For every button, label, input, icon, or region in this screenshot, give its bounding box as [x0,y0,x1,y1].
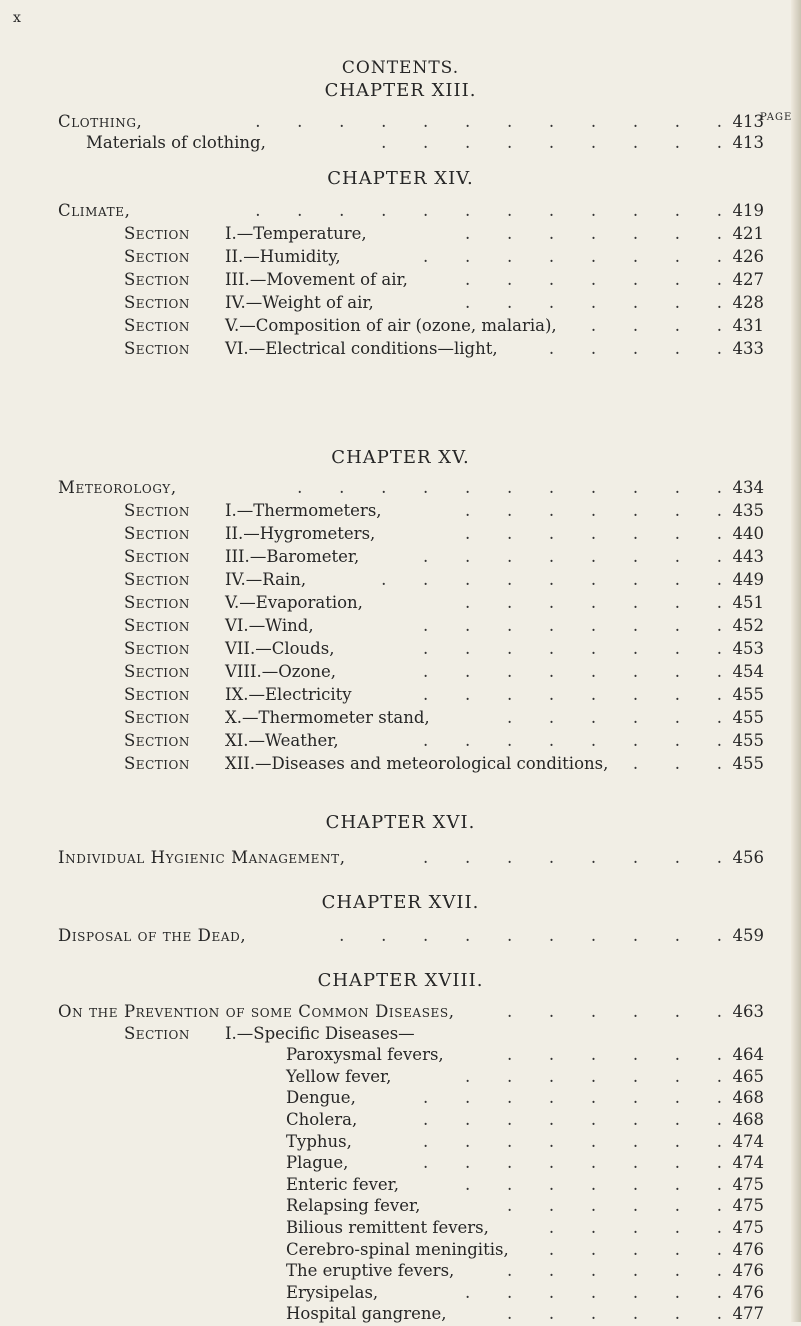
leader-dots: . . . . . . . . . [381,570,722,589]
section-number: XII. [225,754,256,773]
toc-section-row [124,637,764,661]
toc-entry-row [286,1086,764,1110]
leader-dots: . . . . . . . . . . [328,926,722,945]
toc-section-row [124,522,764,546]
page-number: 427 [732,270,764,289]
entry-title [124,708,430,727]
section-number: IV. [225,293,246,312]
toc-section-row [124,545,764,569]
entry-title [124,593,363,612]
page-number: 463 [732,1002,764,1021]
toc-entry-row [286,1259,764,1283]
entry-title [124,501,382,520]
entry-title [124,570,306,589]
toc-entry-row [286,1238,764,1262]
page-number: 455 [732,685,764,704]
toc-section-row [124,291,764,315]
toc-entry-row [286,1194,764,1218]
toc-entry-row [286,1151,764,1175]
section-number: I. [225,224,237,243]
section-number: III. [225,270,250,289]
section-title: —Barometer, [249,547,360,566]
page-number: 464 [732,1045,764,1065]
entry-title: Typhus, [286,1131,352,1151]
toc-entry-row [286,1065,764,1089]
page-number: 468 [732,1110,764,1129]
entry-title [124,639,334,658]
leader-dots: . . . . . . . [428,593,722,612]
section-keyword: Section [124,639,190,658]
entry-title [124,224,367,243]
entry-title [124,685,352,704]
toc-section-row [124,222,764,246]
toc-entry-row [286,1130,764,1154]
page-number: 428 [732,293,764,312]
section-title: —Clouds, [255,639,335,658]
section-keyword: Section [124,685,190,704]
page-number: 468 [732,1088,764,1108]
page-number: 449 [732,570,764,589]
section-keyword: Section [124,270,190,289]
entry-title: Bilious remittent fevers, [286,1218,489,1237]
section-number: VIII. [225,662,262,681]
leader-dots: . . . . . . . [444,501,722,520]
section-number: V. [225,316,240,335]
leader-dots: . . . . . [543,339,722,358]
leader-dots: . . . . . . . [438,1282,722,1302]
section-title: —Electrical conditions—light, [248,339,498,358]
entry-title: Disposal of the Dead, [58,926,247,945]
section-number: I. [225,501,237,520]
entry-title: Relapsing fever, [286,1196,421,1216]
entry-title [124,731,339,750]
section-keyword: Section [124,224,190,243]
section-title: —Thermometer stand, [242,708,430,727]
entry-title [124,524,375,543]
toc-section-row [124,568,764,592]
toc-entry-row [58,199,764,223]
page-number: 453 [732,639,764,658]
leader-dots: . . . [632,754,722,773]
page-number: 419 [732,201,764,220]
page-column-label: PAGE [760,112,793,123]
leader-dots: . . . . . . . . [417,1131,722,1151]
corner-mark: x [13,10,21,26]
section-keyword: Section [124,547,190,566]
entry-title [124,247,341,266]
leader-dots: . . . . . . [496,1045,722,1065]
section-number: VI. [225,339,249,358]
page-edge-shadow [791,0,801,1322]
entry-title: The eruptive fevers, [286,1261,455,1281]
toc-entry-row [58,476,764,500]
leader-dots: . . . . . . . . [407,247,722,266]
page-number: 475 [732,1174,764,1194]
entry-title: Climate, [58,201,131,220]
page-number: 451 [732,593,764,612]
toc-section-row [124,245,764,269]
entry-title: Clothing, [58,112,143,131]
section-keyword: Section [124,293,190,312]
toc-entry-row [286,1302,764,1326]
toc-entry-row [286,1173,764,1197]
section-title: —Wind, [248,616,314,635]
section-title: —Evaporation, [239,593,363,612]
leader-dots: . . . . . . . [459,1174,722,1194]
chapter-heading: CHAPTER XIII. [324,80,477,101]
toc-section-row [124,268,764,292]
entry-title: Individual Hygienic Management, [58,848,346,867]
leader-dots: . . . . . . [506,1261,722,1281]
page-number: 421 [732,224,764,243]
section-number: IX. [225,685,249,704]
section-keyword: Section [124,616,190,635]
toc-section-row [124,337,764,361]
leader-dots: . . . . . . . . [417,1153,722,1173]
leader-dots: . . . . . . . . [407,731,722,750]
entry-title: Meteorology, [58,478,177,497]
section-keyword: Section [124,501,190,520]
section-title: —Electricity [248,685,352,704]
leader-dots: . . . . . . . [438,293,722,312]
section-number: X. [225,708,242,727]
leader-dots: . . . . . [548,1239,722,1259]
section-title: —Diseases and meteorological conditions, [255,754,609,773]
section-number: XI. [225,731,249,750]
section-title: —Ozone, [261,662,337,681]
section-keyword: Section [124,570,190,589]
chapter-heading: CHAPTER XVI. [325,812,476,833]
section-number: VI. [225,616,249,635]
entry-title: Enteric fever, [286,1174,399,1194]
page-number: 440 [732,524,764,543]
entry-title: On the Prevention of some Common Diseases, [58,1002,455,1021]
leader-dots: . . . . . . . . [412,848,722,867]
entry-title [124,754,608,773]
toc-section-row [124,706,764,730]
section-number: VII. [225,639,256,658]
section-number: II. [225,524,244,543]
leader-dots: . . . . . . . . [423,1110,722,1129]
section-keyword: Section [124,662,190,681]
toc-section-row [124,591,764,615]
leader-dots: . . . . . . [475,1196,722,1216]
toc-entry-row [58,1000,764,1024]
chapter-heading: CHAPTER XVIII. [317,970,484,991]
entry-title: Paroxysmal fevers, [286,1045,444,1065]
section-keyword: Section [124,316,190,335]
entry-title: Hospital gangrene, [286,1304,447,1324]
page-number: 474 [732,1131,764,1151]
entry-title [124,270,408,289]
page-number: 476 [732,1282,764,1302]
page-number: 434 [732,478,764,497]
leader-dots: . . . . [590,316,722,335]
leader-dots: . . . . . . . [465,270,722,289]
leader-dots: . . . . . . . [428,224,722,243]
page-number: 475 [732,1218,764,1237]
leader-dots: . . . . . . . . [417,685,722,704]
page-number: 413 [732,112,764,131]
section-keyword: Section [124,754,190,773]
page-number: 465 [732,1066,764,1086]
chapter-heading: CHAPTER XIV. [327,168,474,189]
toc-section-row [124,660,764,684]
chapter-heading: CHAPTER XV. [331,447,470,468]
entry-title: Dengue, [286,1088,356,1108]
toc-section-row [124,614,764,638]
entry-title [124,616,314,635]
section-number: II. [225,247,244,266]
entry-title: Plague, [286,1153,349,1173]
entry-title [124,339,498,358]
section-keyword: Section [124,524,190,543]
leader-dots: . . . . . . . . . . . . [249,201,722,220]
toc-entry-row [286,1216,764,1240]
section-keyword: Section [124,593,190,612]
entry-title [124,1024,415,1043]
entry-title: Materials of clothing, [86,133,266,152]
section-number: V. [225,593,240,612]
toc-section-row [124,1022,415,1046]
toc-section-row [124,729,764,753]
section-title: —Specific Diseases— [236,1023,415,1043]
page-number: 475 [732,1196,764,1216]
entry-title: Cerebro-spinal meningitis, [286,1239,509,1259]
page-number: 476 [732,1239,764,1259]
page-number: 476 [732,1261,764,1281]
leader-dots: . . . . . . . [449,1066,722,1086]
leader-dots: . . . . . . . . [423,547,722,566]
leader-dots: . . . . . . . . . . . . [249,112,722,131]
leader-dots: . . . . . . . [438,524,722,543]
leader-dots: . . . . . . . . [386,616,722,635]
leader-dots: . . . . . . [485,708,722,727]
leader-dots: . . . . . . . . . [344,133,722,152]
page-number: 455 [732,731,764,750]
toc-entry-row [286,1108,764,1132]
section-keyword: Section [124,731,190,750]
leader-dots: . . . . . . [496,1304,722,1324]
toc-section-row [124,314,764,338]
section-keyword: Section [124,1023,190,1043]
section-title: —Thermometers, [236,501,382,520]
page-number: 452 [732,616,764,635]
section-title: —Temperature, [236,224,367,243]
toc-entry-row [286,1043,764,1067]
leader-dots: . . . . . . . . [423,1088,722,1108]
chapter-heading: CHAPTER XVII. [321,892,480,913]
page-number: 443 [732,547,764,566]
page-number: 413 [732,133,764,152]
section-title: —Rain, [245,570,307,589]
toc-entry-row [58,846,764,870]
entry-title [124,547,359,566]
entry-title: Cholera, [286,1110,358,1129]
section-number: III. [225,547,250,566]
section-keyword: Section [124,339,190,358]
toc-entry-row [86,131,764,155]
section-title: —Humidity, [243,247,341,266]
section-number: I. [225,1023,237,1043]
section-title: —Weather, [248,731,339,750]
entry-title: Erysipelas, [286,1282,379,1302]
toc-entry-row [58,924,764,948]
page-number: 455 [732,754,764,773]
section-title: —Hygrometers, [243,524,376,543]
toc-entry-row [286,1281,764,1305]
page-number: 474 [732,1153,764,1173]
toc-section-row [124,499,764,523]
page-number: 433 [732,339,764,358]
leader-dots: . . . . . . . . [402,639,722,658]
leader-dots: . . . . . [533,1218,722,1237]
page-number: 431 [732,316,764,335]
running-head: CONTENTS. [341,58,460,78]
leader-dots: . . . . . . . . [407,662,722,681]
page-number: 435 [732,501,764,520]
leader-dots: . . . . . . . . . . . [270,478,722,497]
entry-title [124,316,557,335]
entry-title [124,293,374,312]
section-title: —Composition of air (ozone, malaria), [239,316,557,335]
page-number: 456 [732,848,764,867]
leader-dots: . . . . . . [506,1002,722,1021]
section-keyword: Section [124,708,190,727]
page-number: 426 [732,247,764,266]
page-number: 477 [732,1304,764,1324]
page-number: 459 [732,926,764,945]
section-title: —Weight of air, [245,293,374,312]
section-keyword: Section [124,247,190,266]
page-number: 454 [732,662,764,681]
toc-section-row [124,683,764,707]
entry-title [124,662,336,681]
page-number: 455 [732,708,764,727]
section-number: IV. [225,570,246,589]
entry-title: Yellow fever, [286,1066,392,1086]
toc-section-row [124,752,764,776]
section-title: —Movement of air, [249,270,408,289]
